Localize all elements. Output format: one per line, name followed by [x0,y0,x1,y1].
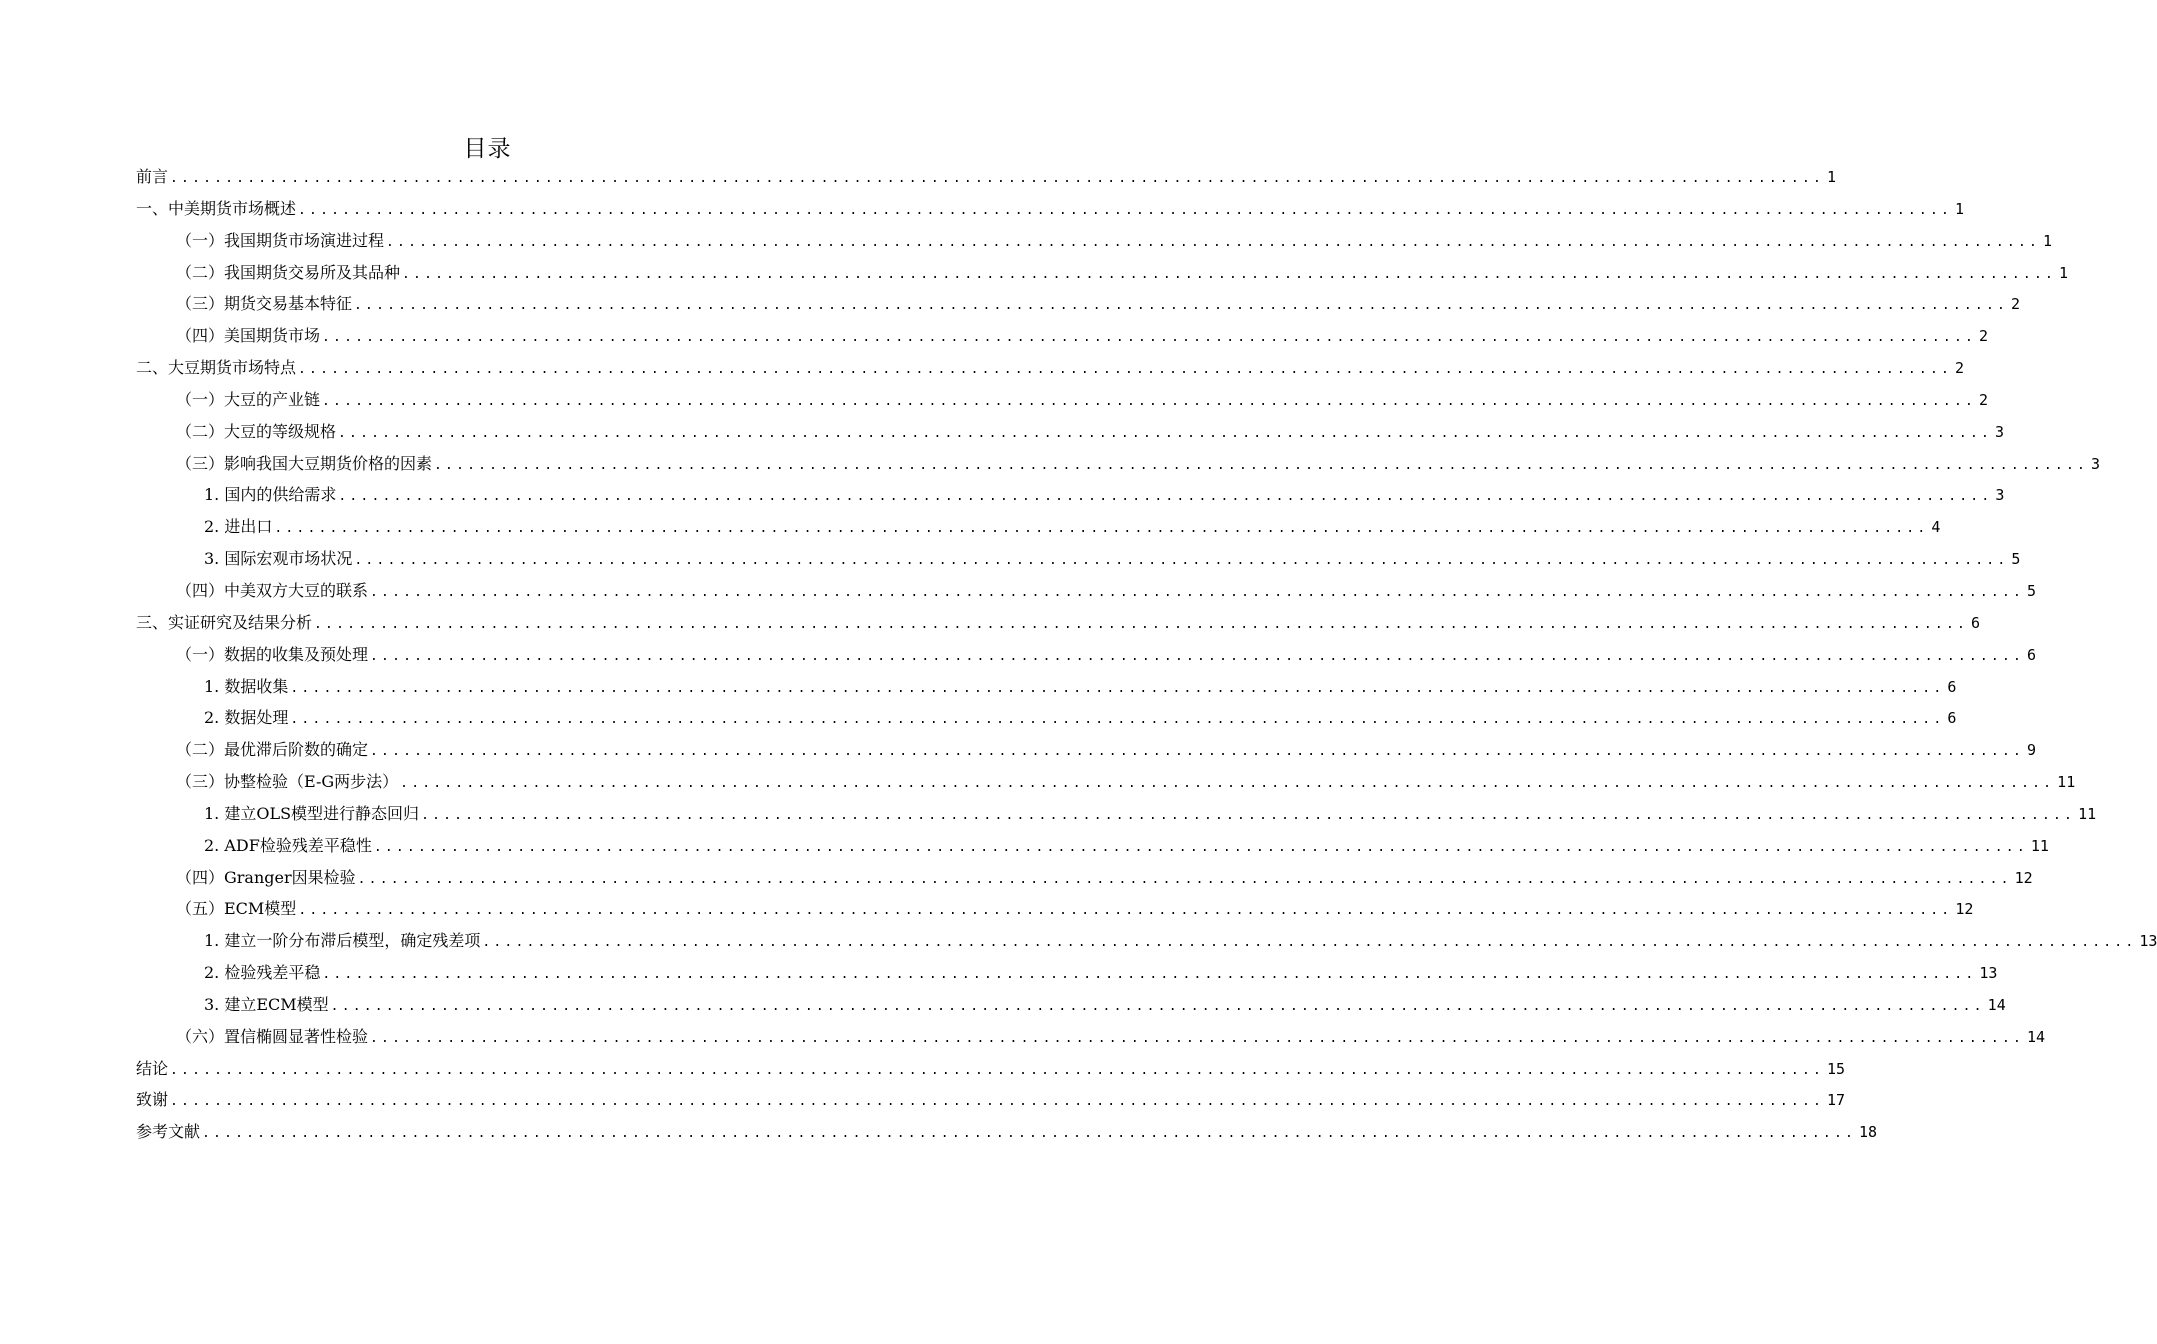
toc-entry-label: （二）最优滞后阶数的确定 [176,740,369,760]
toc-dot-leader: ...................................................................................................................................................... [338,489,1993,505]
toc-page-number: 14 [1987,995,2006,1014]
toc-page-number: 9 [2027,741,2037,760]
toc-page-number: 2 [1979,327,1989,346]
toc-entry[interactable] [136,766,2076,798]
toc-entry-label: （六）置信椭圆显著性检验 [176,1026,369,1046]
toc-dot-leader: ...................................................................................................................................................... [338,425,1993,441]
toc-entry[interactable] [136,193,1965,225]
toc-dot-leader: ...................................................................................................................................................... [330,998,1985,1014]
toc-entry-label: （三）影响我国大豆期货价格的因素 [176,453,433,473]
toc-entry-label: （三）协整检验（E-G两步法） [176,772,399,792]
toc-dot-leader: ...................................................................................................................................................... [354,298,2009,314]
toc-entry-label: （一）我国期货市场演进过程 [176,230,385,250]
toc-entry-label: （四）美国期货市场 [176,326,321,346]
toc-entry-label: （一）数据的收集及预处理 [176,644,369,664]
toc-dot-leader: ...................................................................................................................................................... [322,330,1977,346]
toc-entry[interactable] [136,288,2021,320]
toc-dot-leader: ...................................................................................................................................................... [170,171,1825,186]
toc-dot-leader: ...................................................................................................................................................... [434,457,2089,473]
toc-page-number: 12 [2014,868,2033,887]
toc-entry[interactable] [136,320,1989,352]
toc-dot-leader: ...................................................................................................................................................... [290,712,1945,728]
toc-dot-leader: ...................................................................................................................................................... [370,1030,2025,1046]
toc-entry[interactable] [136,830,2049,862]
toc-page-number: 13 [1979,964,1998,983]
toc-page-number: 6 [2027,645,2037,664]
toc-page-number: 11 [2030,836,2049,855]
toc-entry-label: （二）我国期货交易所及其品种 [176,262,401,282]
toc-entry[interactable] [136,734,2037,766]
toc-dot-leader: ...................................................................................................................................................... [314,616,1969,632]
toc-entry[interactable] [136,1116,1878,1148]
toc-entry-label: 1. 数据收集 [204,676,289,696]
toc-entry-label: 1. 建立一阶分布滞后模型，确定残差项 [204,931,481,951]
toc-page-number: 5 [2011,550,2021,569]
toc-page-number: 3 [1995,422,2005,441]
toc-dot-leader: ...................................................................................................................................................... [322,393,1977,409]
toc-page-number: 2 [1955,359,1965,378]
toc-dot-leader: ...................................................................................................................................................... [322,967,1977,983]
toc-page-number: 15 [1827,1059,1846,1078]
toc-entry[interactable] [136,416,2005,448]
toc-dot-leader: ...................................................................................................................................................... [298,202,1953,218]
toc-entry[interactable] [136,957,1998,989]
toc-entry[interactable] [136,862,2033,894]
toc-entry[interactable] [136,798,2097,830]
toc-page-number: 2 [1979,390,1989,409]
toc-page-number: 2 [2011,295,2021,314]
toc-page-number: 11 [2057,773,2076,792]
toc-page-number: 14 [2027,1027,2046,1046]
toc-entry-label: 参考文献 [136,1122,201,1142]
toc-dot-leader: ...................................................................................................................................................... [170,1094,1825,1110]
toc-page-number: 1 [1955,199,1965,218]
toc-page-number: 6 [1947,677,1957,696]
toc-page-number: 1 [2059,263,2069,282]
toc-entry[interactable] [136,161,1837,193]
toc-entry[interactable] [136,925,2157,957]
toc-dot-leader: ...................................................................................................................................................... [298,362,1953,378]
toc-entry[interactable] [136,479,2005,511]
toc-dot-leader: ...................................................................................................................................................... [357,871,2012,887]
toc-entry-label: 1. 国内的供给需求 [204,485,337,505]
toc-dot-leader: ...................................................................................................................................................... [370,648,2025,664]
toc-entry[interactable] [136,225,2053,257]
toc-dot-leader: ...................................................................................................................................................... [274,521,1929,537]
toc-page-number: 5 [2027,581,2037,600]
toc-dot-leader: ...................................................................................................................................................... [170,1062,1825,1078]
toc-page-number: 17 [1827,1091,1846,1110]
toc-entry-label: （四）中美双方大豆的联系 [176,580,369,600]
toc-entry-label: （一）大豆的产业链 [176,389,321,409]
toc-dot-leader: ...................................................................................................................................................... [373,839,2028,855]
toc-entry-label: 3. 国际宏观市场状况 [204,549,353,569]
toc-entry-label: 2. ADF检验残差平稳性 [204,835,372,855]
toc-entry[interactable] [136,257,2069,289]
toc-page-number: 6 [1947,709,1957,728]
toc-list [136,161,2157,1148]
toc-entry-label: （五）ECM模型 [176,899,297,919]
toc-entry-label: （三）期货交易基本特征 [176,294,353,314]
toc-page-number: 11 [2078,804,2097,823]
toc-title: 目录 [463,136,512,162]
toc-page-number: 6 [1971,613,1981,632]
toc-entry[interactable] [136,448,2101,480]
toc-entry-label: （四）Granger因果检验 [176,867,356,887]
toc-dot-leader: ...................................................................................................................................................... [482,935,2137,951]
toc-entry[interactable] [136,511,1941,543]
toc-entry[interactable] [136,1084,1846,1116]
toc-entry-label: 一、中美期货市场概述 [136,198,297,218]
toc-entry-label: 二、大豆期货市场特点 [136,358,297,378]
toc-entry-label: 2. 进出口 [204,517,273,537]
toc-page-number: 3 [1995,486,2005,505]
toc-entry-label: 致谢 [136,1090,169,1110]
toc-dot-leader: ...................................................................................................................................................... [400,776,2055,792]
toc-entry[interactable] [136,989,2006,1021]
toc-dot-leader: ...................................................................................................................................................... [421,807,2076,823]
toc-entry[interactable] [136,702,1957,734]
toc-entry[interactable] [136,352,1965,384]
toc-entry[interactable] [136,575,2037,607]
toc-page-number: 18 [1859,1123,1878,1142]
toc-entry-label: （二）大豆的等级规格 [176,421,337,441]
toc-entry-label: 结论 [136,1058,169,1078]
toc-entry[interactable] [136,639,2037,671]
toc-entry-label: 1. 建立OLS模型进行静态回归 [204,803,420,823]
toc-entry[interactable] [136,1053,1846,1085]
toc-entry-label: 2. 检验残差平稳 [204,963,321,983]
toc-entry-label: 2. 数据处理 [204,708,289,728]
toc-page-number: 1 [2043,231,2053,250]
toc-page-number: 3 [2091,454,2101,473]
toc-dot-leader: ...................................................................................................................................................... [298,903,1953,919]
toc-dot-leader: ...................................................................................................................................................... [354,553,2009,569]
toc-entry-label: 前言 [136,167,169,186]
toc-entry[interactable] [136,1021,2046,1053]
toc-page-number: 13 [2139,932,2157,951]
toc-entry[interactable] [136,543,2021,575]
toc-dot-leader: ...................................................................................................................................................... [202,1126,1857,1142]
toc-entry[interactable] [136,384,1989,416]
toc-entry[interactable] [136,671,1957,703]
toc-page-number: 12 [1955,900,1974,919]
toc-dot-leader: ...................................................................................................................................................... [290,680,1945,696]
toc-entry[interactable] [136,607,1981,639]
toc-entry-label: 3. 建立ECM模型 [204,994,329,1014]
toc-dot-leader: ...................................................................................................................................................... [370,584,2025,600]
toc-dot-leader: ...................................................................................................................................................... [386,234,2041,250]
toc-entry[interactable] [136,893,1974,925]
toc-page-number: 1 [1827,168,1837,186]
toc-dot-leader: ...................................................................................................................................................... [370,744,2025,760]
toc-page-number: 4 [1931,518,1941,537]
toc-entry-label: 三、实证研究及结果分析 [136,612,313,632]
toc-dot-leader: ...................................................................................................................................................... [402,266,2057,282]
